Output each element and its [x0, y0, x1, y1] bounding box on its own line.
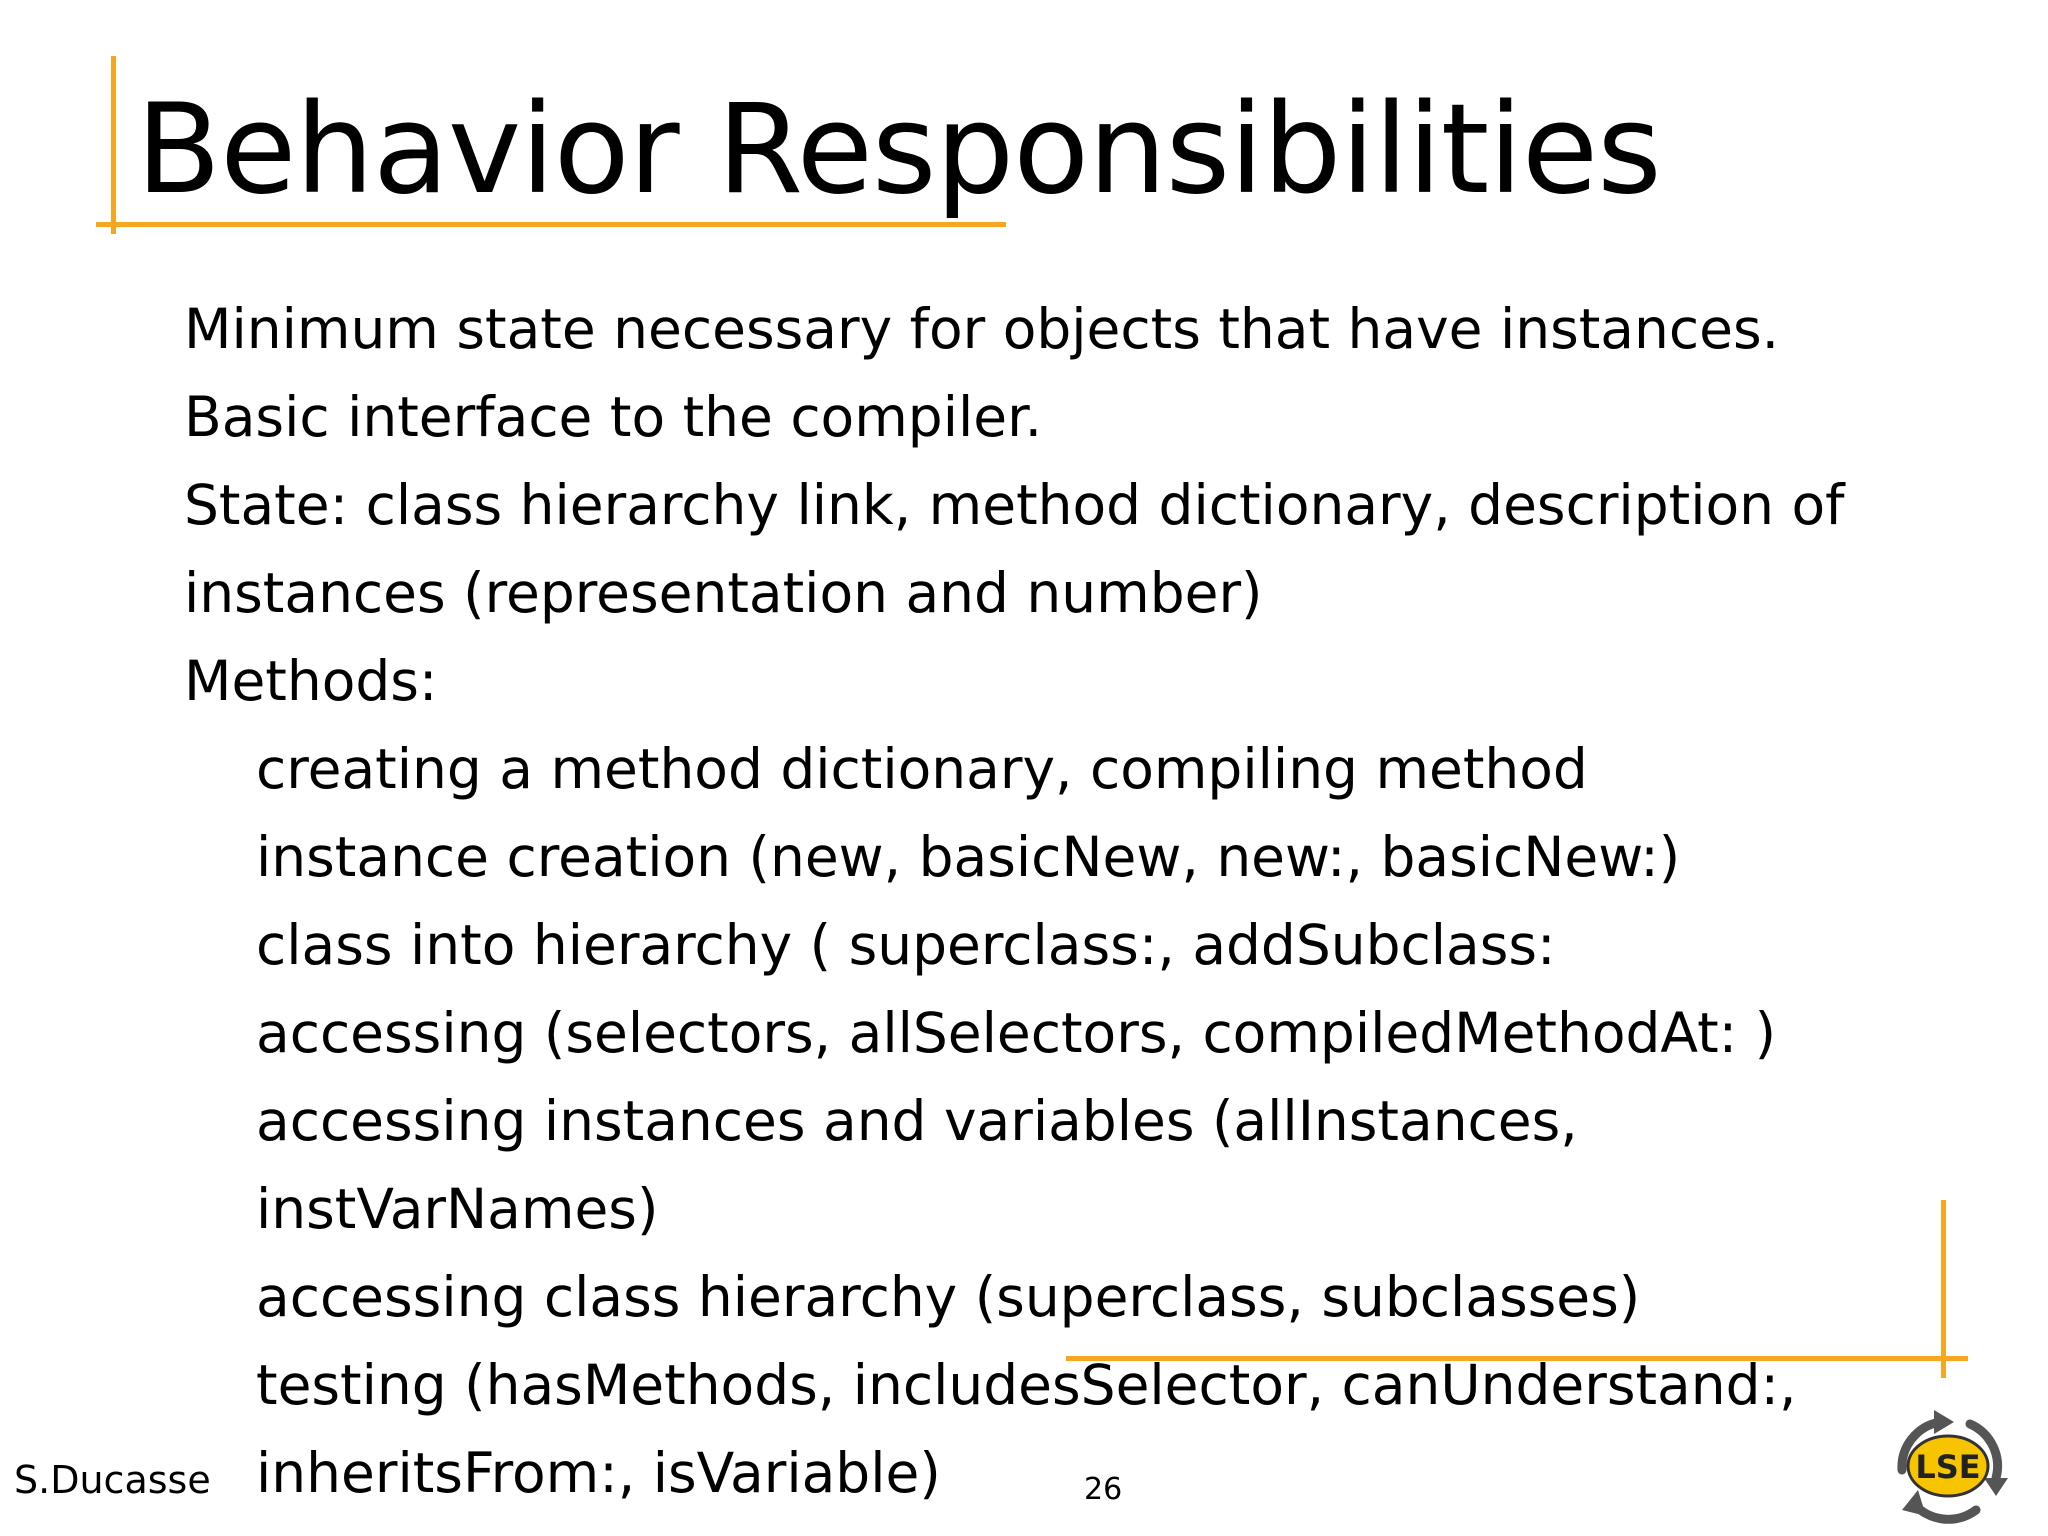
slide-title: Behavior Responsibilities — [136, 78, 1661, 222]
body-line: Minimum state necessary for objects that have instances. — [184, 297, 1780, 361]
method-line: instance creation (new, basicNew, new:, basicNew:) — [256, 825, 1681, 889]
method-line: accessing (selectors, allSelectors, compiledMethodAt: ) — [256, 1001, 1777, 1065]
body-line: instances (representation and number) — [184, 561, 1263, 625]
corner-rule-top-left-horizontal — [96, 222, 1006, 227]
logo-text: LSE — [1915, 1448, 1981, 1486]
method-line: testing (hasMethods, includesSelector, canUnderstand:, — [256, 1353, 1797, 1417]
body-line: Basic interface to the compiler. — [184, 385, 1043, 449]
method-line: instVarNames) — [256, 1177, 659, 1241]
method-line: accessing class hierarchy (superclass, subclasses) — [256, 1265, 1641, 1329]
body-line: Methods: — [184, 649, 438, 713]
lse-logo-icon — [1884, 1400, 2012, 1528]
page-number: 26 — [1084, 1472, 1123, 1507]
method-line: accessing instances and variables (allInstances, — [256, 1089, 1578, 1153]
slide-body — [184, 285, 1904, 1517]
body-line: State: class hierarchy link, method dictionary, description of — [184, 473, 1845, 537]
method-line: creating a method dictionary, compiling method — [256, 737, 1588, 801]
method-line: class into hierarchy ( superclass:, addSubclass: — [256, 913, 1556, 977]
method-line: inheritsFrom:, isVariable) — [256, 1441, 941, 1505]
corner-rule-top-left-vertical — [111, 56, 116, 234]
corner-rule-bottom-right-vertical — [1941, 1200, 1946, 1378]
author-footer: S.Ducasse — [14, 1458, 211, 1502]
